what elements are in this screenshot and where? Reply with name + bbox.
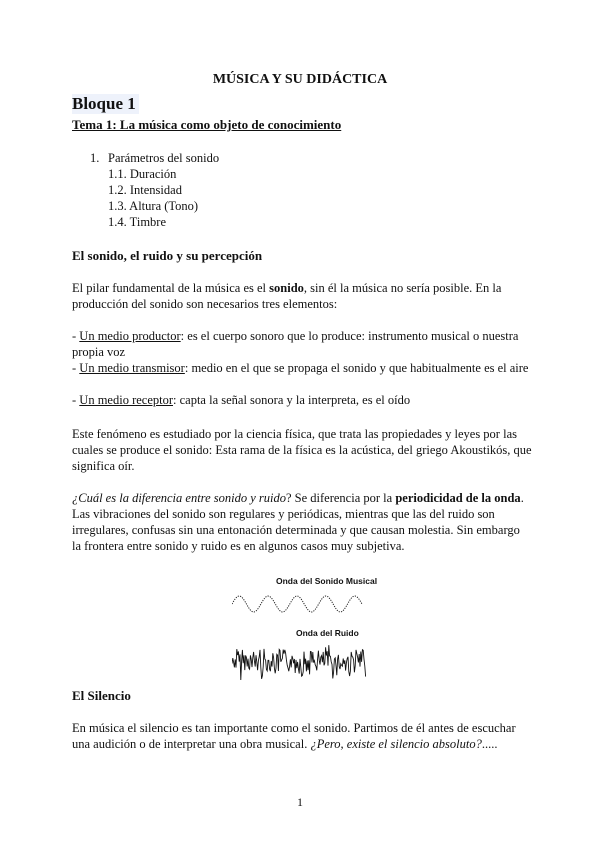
section-heading-silencio: El Silencio <box>72 688 131 703</box>
noise-wave-label: Onda del Ruido <box>296 628 359 638</box>
element-transmisor: - Un medio transmisor: medio en el que se propaga el sonido y que habitualmente es el aire <box>72 361 529 375</box>
noise-wave-figure <box>232 640 368 684</box>
paragraph-silencio: En música el silencio es tan importante como el sonido. Partimos de él antes de escuchar una audición o de interpretar una obra musical. ¿Pero, existe el silencio absoluto?..... <box>72 721 516 751</box>
paragraph-pilar: El pilar fundamental de la música es el sonido, sin él la música no sería posible. En la producción del sonido son necesarios tres elementos: <box>72 281 502 311</box>
element-productor: - Un medio productor: es el cuerpo sonoro que lo produce: instrumento musical o nuestra propia voz <box>72 329 519 359</box>
noise-wave <box>232 645 366 680</box>
musical-wave-label: Onda del Sonido Musical <box>276 576 378 586</box>
page-number: 1 <box>297 795 303 809</box>
tema-heading: Tema 1: La música como objeto de conocimiento <box>72 117 342 132</box>
list-item: 1.4. Timbre <box>108 215 167 229</box>
musical-wave-figure <box>232 590 364 620</box>
paragraph-sonido-ruido: ¿Cuál es la diferencia entre sonido y ruido? Se diferencia por la periodicidad de la onda. Las vibraciones del sonido son regulares y periódicas, mientras que las del ruido son irregulares, confusas sin una entonación determinada y que causan molestia. Sin embargo la frontera entre sonido y ruido es en algunos casos muy subjetiva. <box>72 491 524 553</box>
list-item: 1.2. Intensidad <box>108 183 182 197</box>
list-number: 1. <box>90 151 100 165</box>
list-item: 1.3. Altura (Tono) <box>108 199 199 213</box>
page-title: MÚSICA Y SU DIDÁCTICA <box>212 72 388 87</box>
list-heading: Parámetros del sonido <box>108 151 220 165</box>
bloque-heading: Bloque 1 <box>72 94 139 114</box>
paragraph-acustica: Este fenómeno es estudiado por la ciencia física, que trata las propiedades y leyes por las cuales se produce el sonido: Esta rama de la física es la acústica, del griego Akoustikós, que significa oír. <box>72 427 532 473</box>
element-receptor: - Un medio receptor: capta la señal sonora y la interpreta, es el oído <box>72 393 411 407</box>
section-heading-sonido: El sonido, el ruido y su percepción <box>72 248 263 263</box>
sine-wave <box>232 596 362 612</box>
list-item: 1.1. Duración <box>108 167 177 181</box>
